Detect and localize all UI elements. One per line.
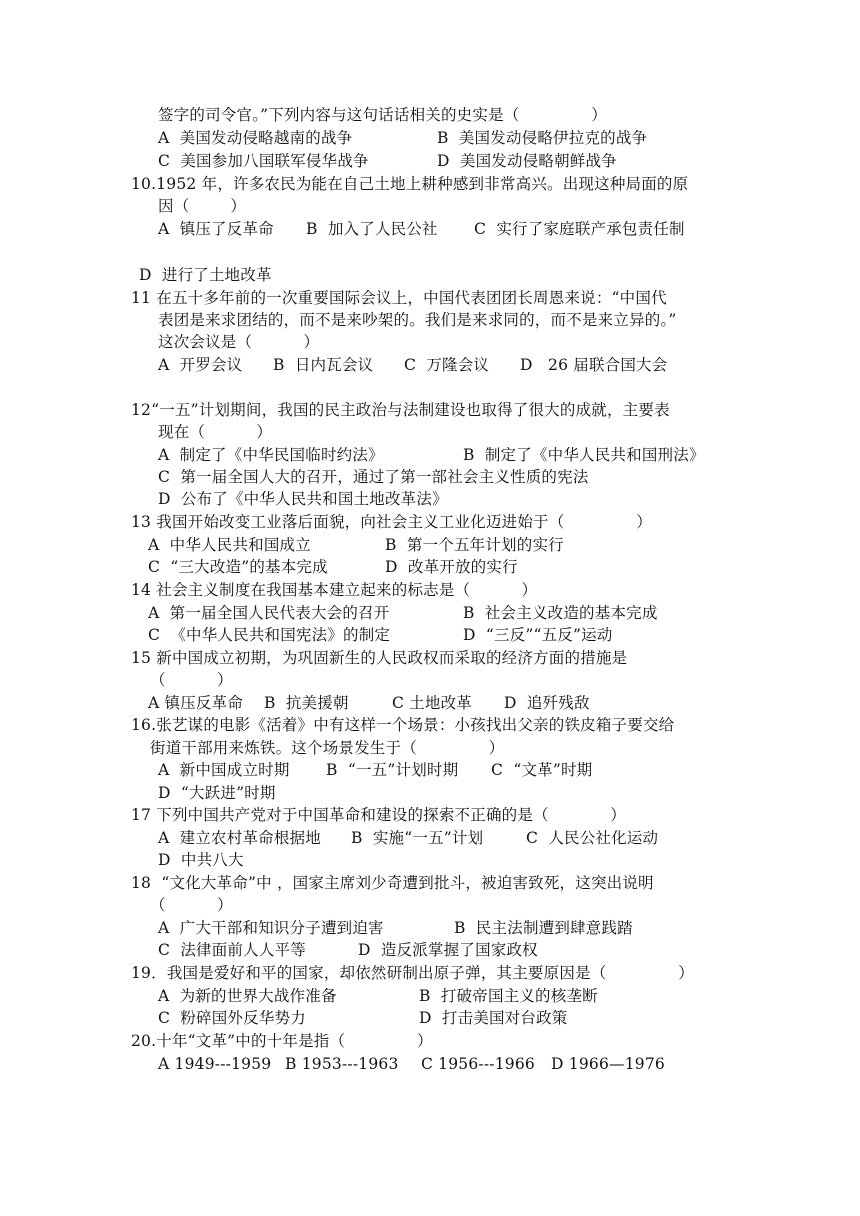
option-b: B 实施“一五”计划 <box>351 829 484 847</box>
question-stem-line: 12“一五”计划期间，我国的民主政治与法制建设也取得了很大的成就，主要表 <box>131 401 670 419</box>
question-stem-line: 14 社会主义制度在我国基本建立起来的标志是（ ） <box>131 581 538 599</box>
option-d: D 造反派掌握了国家政权 <box>358 941 538 959</box>
option-c: C 1956---1966 <box>421 1055 535 1073</box>
option-a: A 第一届全国人民代表大会的召开 <box>148 604 390 622</box>
question-stem-line: 签字的司令官。”下列内容与这句话话相关的史实是（ ） <box>158 106 607 124</box>
option-a: A 镇压反革命 <box>148 694 244 712</box>
question-stem-line: （ ） <box>150 896 233 914</box>
question-stem-line: 17 下列中国共产党对于中国革命和建设的探索不正确的是（ ） <box>131 806 626 824</box>
option-c: C 粉碎国外反华势力 <box>158 1009 306 1027</box>
question-stem-line: 20.十年“文革”中的十年是指（ ） <box>131 1032 433 1050</box>
option-a: A 广大干部和知识分子遭到迫害 <box>158 919 384 937</box>
option-c: C 万隆会议 <box>404 356 490 374</box>
option-c: C 土地改革 <box>392 694 472 712</box>
option-a: A 建立农村革命根据地 <box>158 829 321 847</box>
option-d: D 追歼残敌 <box>504 694 590 712</box>
option-c: C 实行了家庭联产承包责任制 <box>474 220 685 238</box>
question-stem-line: 街道干部用来炼铁。这个场景发生于（ ） <box>150 739 505 757</box>
option-d: D 打击美国对台政策 <box>419 1009 568 1027</box>
option-b: B 打破帝国主义的核垄断 <box>419 987 598 1005</box>
option-d: D “大跃进”时期 <box>158 784 276 802</box>
question-stem-line: （ ） <box>150 671 233 689</box>
option-d: D 26 届联合国大会 <box>520 356 668 374</box>
option-a: A 新中国成立时期 <box>158 761 290 779</box>
option-c: C “文革”时期 <box>491 761 593 779</box>
option-d: D 中共八大 <box>158 851 244 869</box>
question-stem-line: 13 我国开始改变工业落后面貌，向社会主义工业化迈进始于（ ） <box>131 513 652 531</box>
option-b: B 社会主义改造的基本完成 <box>463 604 658 622</box>
question-stem-line: 表团是来求团结的，而不是来吵架的。我们是来求同的，而不是来立异的。” <box>158 311 677 329</box>
option-d: D 公布了《中华人民共和国土地改革法》 <box>158 490 448 508</box>
option-a: A 中华人民共和国成立 <box>148 536 311 554</box>
option-d: D 进行了土地改革 <box>139 266 272 284</box>
option-d: D 1966—1976 <box>551 1055 665 1073</box>
option-b: B 1953---1963 <box>285 1055 399 1073</box>
question-stem-line: 16.张艺谋的电影《活着》中有这样一个场景：小孩找出父亲的铁皮箱子要交给 <box>131 716 675 734</box>
question-stem-line: 11 在五十多年前的一次重要国际会议上，中国代表团团长周恩来说：“中国代 <box>131 289 667 307</box>
question-stem-line: 现在（ ） <box>158 423 273 441</box>
option-b: B 民主法制遭到肆意践踏 <box>454 919 633 937</box>
question-stem-line: 因（ ） <box>158 197 247 215</box>
question-stem-line: 这次会议是（ ） <box>158 333 320 351</box>
option-b: B 日内瓦会议 <box>273 356 374 374</box>
option-b: B “一五”计划时期 <box>326 761 459 779</box>
option-a: A 开罗会议 <box>158 356 243 374</box>
option-a: A 1949---1959 <box>158 1055 272 1073</box>
option-b: B 美国发动侵略伊拉克的战争 <box>437 129 648 147</box>
option-b: B 制定了《中华人民共和国刑法》 <box>463 446 705 464</box>
option-c: C “三大改造”的基本完成 <box>148 558 328 576</box>
question-stem-line: 19．我国是爱好和平的国家，却依然研制出原子弹，其主要原因是（ ） <box>131 964 694 982</box>
option-c: C 人民公社化运动 <box>526 829 659 847</box>
option-b: B 第一个五年计划的实行 <box>385 536 564 554</box>
option-d: D 美国发动侵略朝鲜战争 <box>437 152 617 170</box>
option-b: B 抗美援朝 <box>264 694 349 712</box>
option-a: A 镇压了反革命 <box>158 220 274 238</box>
option-c: C 美国参加八国联军侵华战争 <box>158 152 369 170</box>
question-stem-line: 15 新中国成立初期，为巩固新生的人民政权而采取的经济方面的措施是 <box>131 649 628 667</box>
option-c: C 《中华人民共和国宪法》的制定 <box>148 626 391 644</box>
question-stem-line: 10.1952 年，许多农民为能在自己土地上耕种感到非常高兴。出现这种局面的原 <box>131 175 689 193</box>
option-c: C 法律面前人人平等 <box>158 941 306 959</box>
option-a: A 制定了《中华民国临时约法》 <box>158 446 384 464</box>
option-a: A 美国发动侵略越南的战争 <box>158 129 353 147</box>
option-d: D “三反”“五反”运动 <box>463 626 613 644</box>
option-d: D 改革开放的实行 <box>385 558 518 576</box>
option-c: C 第一届全国人大的召开，通过了第一部社会主义性质的宪法 <box>158 468 589 486</box>
question-stem-line: 18 “文化大革命”中 ，国家主席刘少奇遭到批斗，被迫害致死，这突出说明 <box>131 874 654 892</box>
option-a: A 为新的世界大战作准备 <box>158 987 337 1005</box>
option-b: B 加入了人民公社 <box>306 220 438 238</box>
